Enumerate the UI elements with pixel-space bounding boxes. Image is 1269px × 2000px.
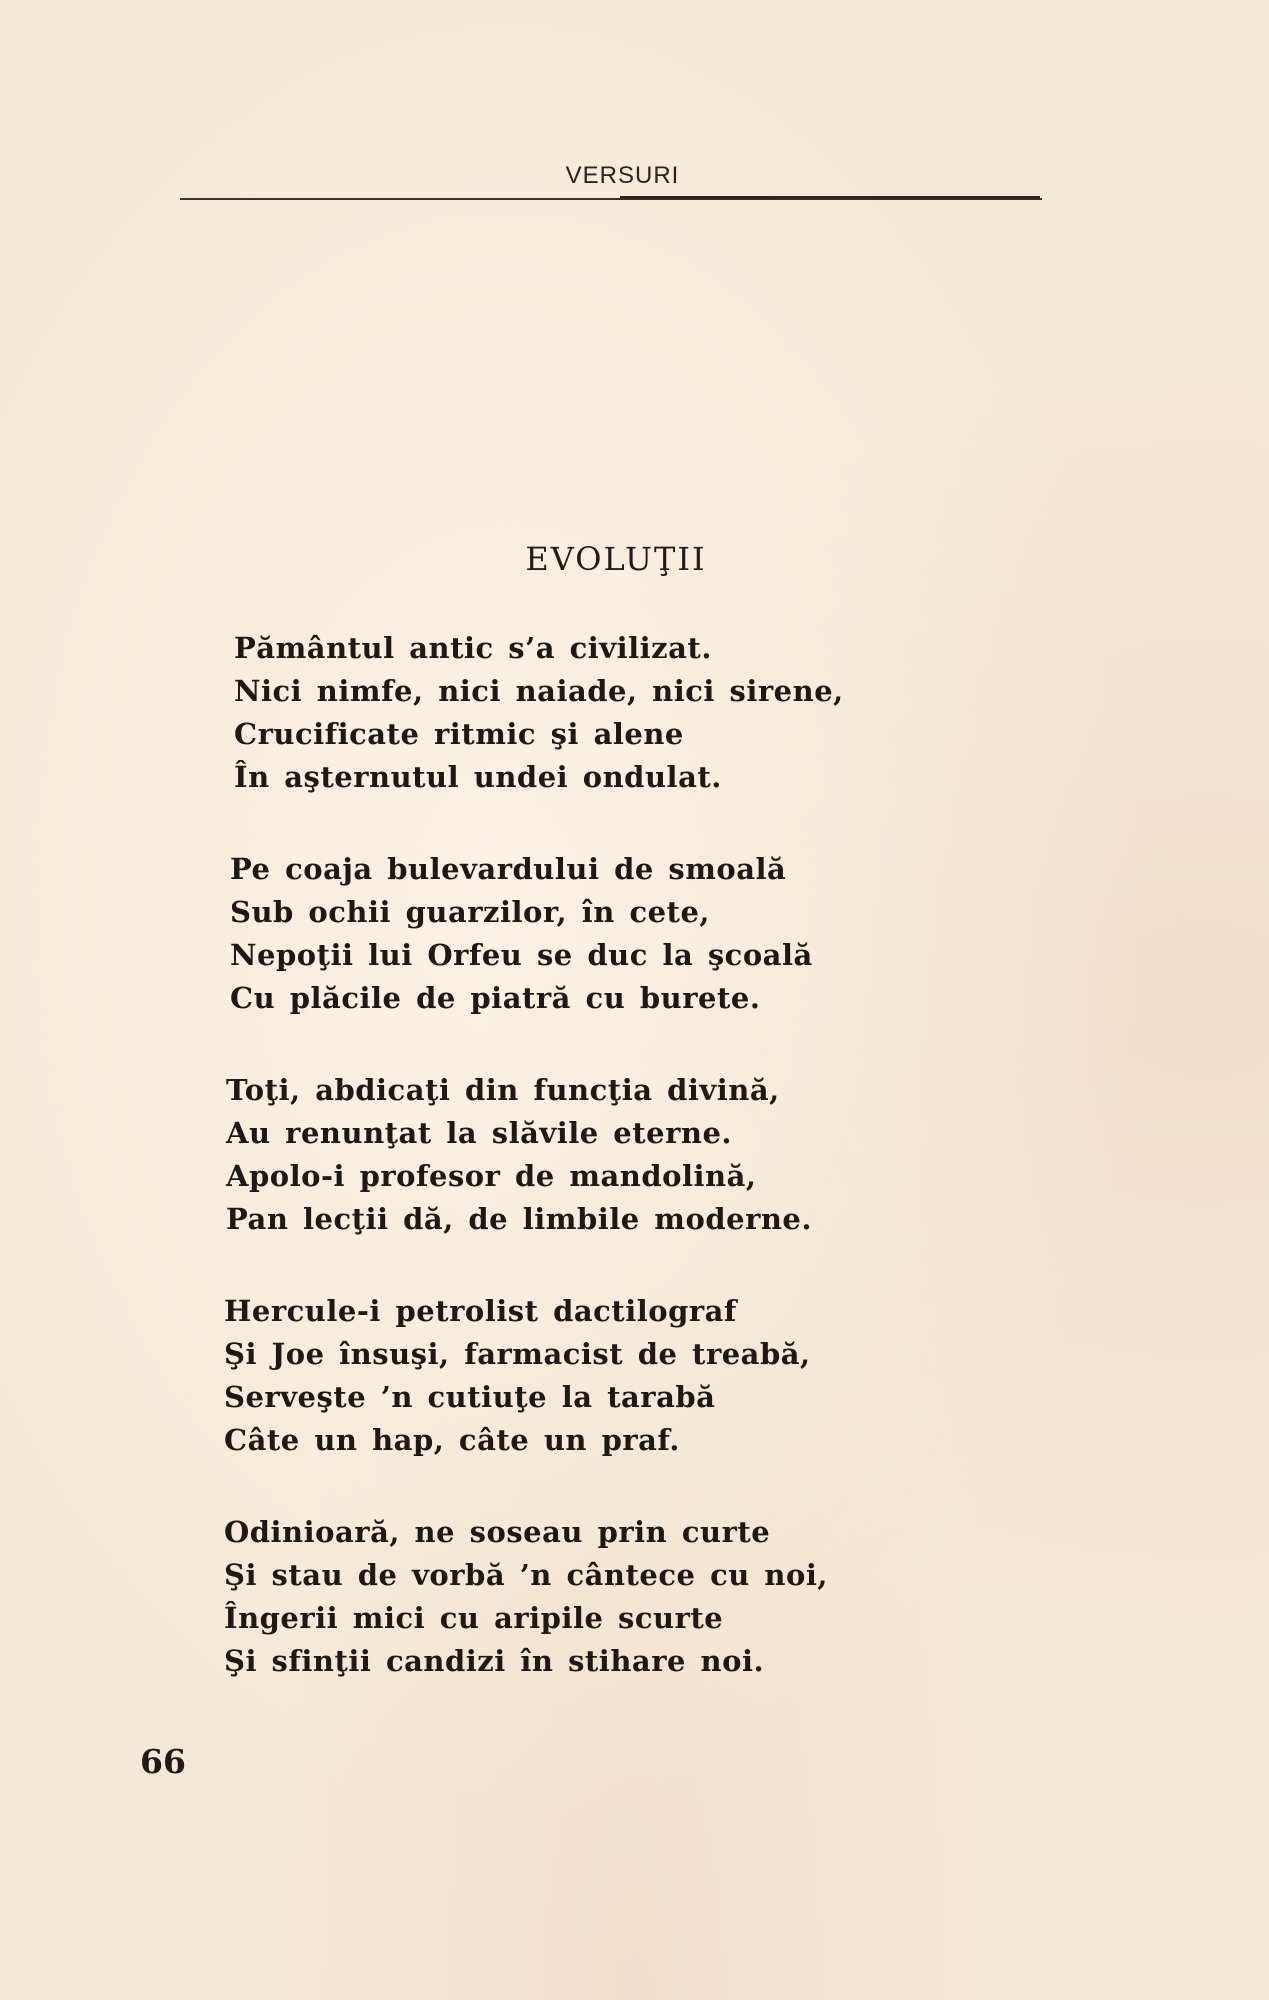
verse-line: Îngerii mici cu aripile scurte bbox=[224, 1601, 724, 1635]
verse-line: Odinioară, ne soseau prin curte bbox=[224, 1515, 771, 1549]
verse-line: Crucificate ritmic şi alene bbox=[234, 717, 684, 751]
stanza-3 bbox=[226, 1069, 934, 1241]
page-number: 66 bbox=[140, 1742, 186, 1781]
verse-line: Apolo-i profesor de mandolină, bbox=[226, 1159, 757, 1193]
verse-line: Nepoţii lui Orfeu se duc la şcoală bbox=[230, 938, 813, 972]
header-rule-thick bbox=[620, 196, 1040, 199]
poem-body bbox=[224, 627, 934, 1732]
verse-line: Toţi, abdicaţi din funcţia divină, bbox=[226, 1073, 780, 1107]
verse-line: Au renunţat la slăvile eterne. bbox=[226, 1116, 733, 1150]
stanza-1 bbox=[234, 627, 934, 799]
stanza-2 bbox=[230, 848, 934, 1020]
verse-line: Câte un hap, câte un praf. bbox=[224, 1423, 680, 1457]
verse-line: Sub ochii guarzilor, în cete, bbox=[230, 895, 710, 929]
verse-line: Serveşte ’n cutiuţe la tarabă bbox=[224, 1380, 716, 1414]
verse-line: Hercule-i petrolist dactilograf bbox=[224, 1294, 737, 1328]
verse-line: Pe coaja bulevardului de smoală bbox=[230, 852, 787, 886]
verse-line: Şi sfinţii candizi în stihare noi. bbox=[224, 1644, 765, 1678]
verse-line: Pământul antic s’a civilizat. bbox=[234, 631, 712, 665]
poem-title: EVOLUŢII bbox=[525, 540, 707, 578]
verse-line: Nici nimfe, nici naiade, nici sirene, bbox=[234, 674, 844, 708]
verse-line: Pan lecţii dă, de limbile moderne. bbox=[226, 1202, 812, 1236]
verse-line: Şi stau de vorbă ’n cântece cu noi, bbox=[224, 1558, 828, 1592]
verse-line: Şi Joe însuşi, farmacist de treabă, bbox=[224, 1337, 811, 1371]
stanza-5 bbox=[224, 1511, 934, 1683]
running-header: VERSURI bbox=[565, 162, 680, 189]
stanza-4 bbox=[224, 1290, 934, 1462]
verse-line: În aşternutul undei ondulat. bbox=[234, 760, 722, 794]
verse-line: Cu plăcile de piatră cu burete. bbox=[230, 981, 761, 1015]
